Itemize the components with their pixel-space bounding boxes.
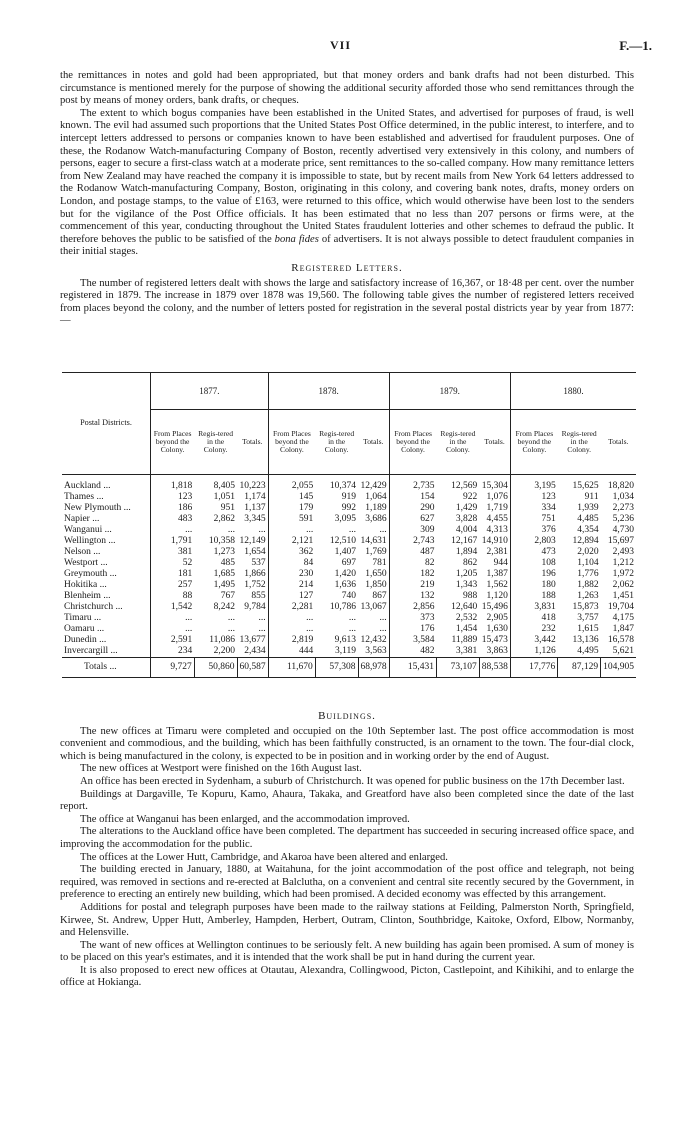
table-cell: 188 — [510, 591, 557, 602]
year-header-1877: 1877. — [151, 373, 269, 410]
table-cell: 1,126 — [510, 646, 557, 658]
table-cell: 1,420 — [334, 569, 357, 579]
totals-row — [62, 658, 636, 678]
totals-cell: 15,431 — [389, 658, 436, 678]
table-cell: 1,776 — [577, 569, 599, 579]
table-cell: 257 — [151, 580, 195, 591]
totals-cell: 50,860 — [194, 658, 237, 678]
table-cell: 290 — [389, 503, 436, 514]
table-cell: 11,086 — [209, 635, 235, 645]
table-cell: 1,847 — [612, 624, 634, 634]
table-cell: ... — [348, 525, 357, 535]
table-cell: 234 — [151, 646, 195, 658]
table-cell: ... — [258, 525, 266, 535]
table-cell: 2,381 — [486, 547, 508, 557]
buildings-paragraph-4: Buildings at Dargaville, Te Kopuru, Kamo, Ahaura, Takaka, and Greatford have also been completed since the date of the last report. — [60, 788, 634, 813]
totals-cell: 73,107 — [437, 658, 480, 678]
table-cell: 12,429 — [360, 481, 387, 491]
table-cell: 12,167 — [451, 536, 478, 546]
table-cell: ... — [379, 525, 387, 535]
table-cell: 1,451 — [612, 591, 634, 601]
table-cell: 537 — [251, 558, 266, 568]
table-cell: 781 — [372, 558, 387, 568]
table-cell: 180 — [510, 580, 557, 591]
table-cell: 951 — [220, 503, 235, 513]
table-cell: 13,067 — [360, 602, 387, 612]
table-cell: 334 — [510, 503, 557, 514]
table-row — [62, 624, 636, 635]
table-cell: 867 — [372, 591, 387, 601]
buildings-heading: Buildings. — [318, 710, 376, 722]
table-cell: 2,743 — [389, 536, 436, 547]
table-cell: 2,200 — [213, 646, 235, 656]
col-totals: Totals. — [479, 410, 510, 475]
table-cell: 1,866 — [244, 569, 266, 579]
buildings-paragraph-6: The alterations to the Auckland office have been completed. The department has succeeded in securing increased office space, and improving the accommodation for the public. — [60, 826, 634, 850]
intro-paragraph-2: The extent to which bogus companies have been established in the United States, and advertised for purposes of fraud, is well known. The evil had assumed such proportions that the United States Post Office determined, in the public interest, to interfere, and to intercept letters addressed to persons or companies known to have been established and advertised for fraudulent purposes. One of these, the Rodanow Watch-manufacturing Company of Boston, recently advertised very extensively in this colony, and numbers of persons, eager to secure a first-class watch at a moderate price, sent remittances to the so-called company. How many remittance letters from New Zealand may have reached the company it is impossible to state, but by recent mails from New York 64 letters addressed to the Rodanow Watch-manufacturing Company, Boston, originating in this colony, and covering bank notes, drafts, money orders on London, and postage stamps, to the value of £163, were returned to this office, which would otherwise have been lost to the senders but for the vigilance of the Post Office officials. It has been estimated that no less than 207 persons or firms were, at the commencement of this year, conducting throughout the United States fraudulent lotteries and other schemes to defraud the public. It therefore behoves the public to be satisfied of the bona fides of advertisers. It is not always possible to detect fraudulent companies in their initial stages. — [60, 107, 634, 258]
table-cell: 84 — [268, 558, 315, 569]
table-row — [62, 646, 636, 658]
table-cell: 4,485 — [577, 514, 599, 524]
table-cell: 1,120 — [486, 591, 508, 601]
district-name: Greymouth ... — [64, 569, 117, 579]
table-cell: 132 — [389, 591, 436, 602]
table-cell: 5,621 — [612, 646, 634, 656]
intro-paragraph-1: the remittances in notes and gold had been appropriated, but that money orders and bank drafts had not been disturbed. This circumstance is mentioned merely for the purpose of showing the additional security afforded those who send remittances through the post by means of money orders, bank drafts, or cheques. — [60, 70, 634, 107]
table-row — [62, 492, 636, 503]
table-cell: 12,510 — [329, 536, 357, 546]
table-cell: 18,820 — [607, 481, 634, 491]
col-totals: Totals. — [237, 410, 268, 475]
table-cell: 1,205 — [455, 569, 478, 579]
table-cell: 444 — [268, 646, 315, 658]
table-cell: 19,704 — [607, 602, 634, 612]
table-cell: 485 — [220, 558, 235, 568]
table-cell: 1,769 — [365, 547, 387, 557]
table-cell: 2,862 — [213, 514, 235, 524]
col-from-beyond: From Places beyond the Colony. — [268, 410, 315, 475]
table-cell: ... — [151, 613, 195, 624]
district-name: New Plymouth ... — [64, 503, 131, 513]
table-cell: 1,818 — [151, 475, 195, 493]
table-cell: 591 — [268, 514, 315, 525]
table-cell: 214 — [268, 580, 315, 591]
table-cell: 8,405 — [213, 481, 235, 491]
table-cell: 418 — [510, 613, 557, 624]
district-name: Napier ... — [64, 514, 100, 524]
table-cell: 376 — [510, 525, 557, 536]
table-cell: 1,850 — [365, 580, 387, 590]
table-cell: 373 — [389, 613, 436, 624]
district-name: Nelson ... — [64, 547, 101, 557]
table-cell: 15,473 — [481, 635, 508, 645]
document-id: F.—1. — [619, 38, 652, 53]
table-cell: 10,374 — [329, 481, 357, 491]
col-totals: Totals. — [358, 410, 389, 475]
table-cell: 1,076 — [486, 492, 508, 502]
year-header-1879: 1879. — [389, 373, 510, 410]
table-cell: 3,831 — [510, 602, 557, 613]
table-cell: 3,828 — [455, 514, 478, 524]
table-cell: 362 — [268, 547, 315, 558]
table-row — [62, 569, 636, 580]
bona-fides-emphasis: bona fides — [274, 233, 319, 245]
table-cell: 8,242 — [213, 602, 235, 612]
totals-label: Totals ... — [62, 658, 151, 678]
page-number: VII — [330, 38, 352, 52]
table-cell: 15,873 — [572, 602, 599, 612]
table-cell: 3,442 — [510, 635, 557, 646]
table-cell: 2,055 — [268, 475, 315, 493]
table-cell: 1,174 — [244, 492, 266, 502]
table-cell: 12,640 — [451, 602, 478, 612]
table-cell: 13,677 — [239, 635, 266, 645]
table-cell: 1,064 — [365, 492, 387, 502]
table-cell: 483 — [151, 514, 195, 525]
table-cell: 108 — [510, 558, 557, 569]
table-row — [62, 558, 636, 569]
table-cell: 52 — [151, 558, 195, 569]
buildings-paragraph-3: An office has been erected in Sydenham, a suburb of Christchurch. It was opened for public business on the 17th December last. — [80, 775, 625, 787]
table-cell: 12,149 — [239, 536, 266, 546]
table-cell: 1,654 — [244, 547, 266, 557]
table-cell: 1,407 — [334, 547, 357, 557]
table-row — [62, 591, 636, 602]
table-cell: 309 — [389, 525, 436, 536]
table-cell: ... — [268, 613, 315, 624]
district-name: Wanganui ... — [64, 525, 112, 535]
year-header-1880: 1880. — [510, 373, 636, 410]
col-registered: Regis-tered in the Colony. — [558, 410, 601, 475]
table-cell: 767 — [220, 591, 235, 601]
table-cell: 15,496 — [481, 602, 508, 612]
table-cell: 12,432 — [360, 635, 387, 645]
table-cell: 3,095 — [334, 514, 357, 524]
registered-letters-paragraph: The number of registered letters dealt with shows the large and satisfactory increase of 16,367, or 18·48 per cent. over the number registered in 1879. The increase in 1879 over 1878 was 19,560. The following table gives the number of registered letters received from places beyond the colony, and the number of letters posted for registration in the several postal districts year by year from 1877:— — [60, 277, 634, 327]
table-cell: 3,345 — [244, 514, 266, 524]
table-cell: 15,304 — [481, 481, 508, 491]
table-cell: 740 — [341, 591, 357, 601]
table-cell: 2,121 — [268, 536, 315, 547]
page-header — [0, 38, 700, 54]
table-cell: 3,563 — [365, 646, 387, 656]
table-cell: 1,615 — [577, 624, 599, 634]
table-cell: 473 — [510, 547, 557, 558]
table-cell: 922 — [463, 492, 478, 502]
table-cell: 1,685 — [213, 569, 235, 579]
table-row — [62, 613, 636, 624]
table-cell: 2,803 — [510, 536, 557, 547]
table-cell: 5,236 — [612, 514, 634, 524]
table-cell: 9,784 — [244, 602, 266, 612]
table-cell: 88 — [151, 591, 195, 602]
district-name: Invercargill ... — [64, 646, 118, 656]
table-row — [62, 503, 636, 514]
table-cell: 127 — [268, 591, 315, 602]
buildings-paragraph-9: Additions for postal and telegraph purposes have been made to the railway stations at Feilding, Palmerston North, Springfield, Kirwee, St. Andrew, Upper Hutt, Amberley, Hampden, Herbert, Outram, Clinton, Southbridge, Kaitoke, Oxford, Elbow, Normanby, and Helensville. — [60, 901, 634, 939]
totals-cell: 9,727 — [151, 658, 195, 678]
table-cell: 3,119 — [334, 646, 357, 656]
totals-cell: 60,587 — [237, 658, 268, 678]
col-from-beyond: From Places beyond the Colony. — [389, 410, 436, 475]
col-registered: Regis-tered in the Colony. — [315, 410, 358, 475]
table-cell: 1,189 — [365, 503, 387, 513]
table-cell: 1,387 — [486, 569, 508, 579]
table-cell: 1,636 — [334, 580, 357, 590]
intro-text — [60, 70, 634, 328]
table-row — [62, 547, 636, 558]
table-cell: 2,020 — [577, 547, 599, 557]
totals-cell: 87,129 — [558, 658, 601, 678]
buildings-paragraph-7: The offices at the Lower Hutt, Cambridge, and Akaroa have been altered and enlarged. — [80, 851, 448, 863]
table-cell: ... — [227, 624, 235, 634]
table-cell: 145 — [268, 492, 315, 503]
totals-cell: 57,308 — [315, 658, 358, 678]
buildings-paragraph-2: The new offices at Westport were finished on the 16th August last. — [80, 763, 362, 775]
table-cell: 697 — [341, 558, 357, 568]
table-cell: 1,343 — [455, 580, 478, 590]
table-cell: ... — [227, 525, 235, 535]
table-row — [62, 475, 636, 493]
table-cell: 179 — [268, 503, 315, 514]
table-cell: 1,972 — [612, 569, 634, 579]
table-cell: 3,757 — [577, 613, 599, 623]
table-cell: 1,562 — [486, 580, 508, 590]
table-cell: 3,686 — [365, 514, 387, 524]
buildings-paragraph-8: The building erected in January, 1880, at Waitahuna, for the joint accommodation of the post office and telegraph, not being required, was removed in sections and re-erected at Balclutha, on a convenient and central site recently secured by the Government, in preference to erecting an entirely new building, which had been promised. A decided economy was effected by this arrangement. — [60, 864, 634, 901]
table-cell: 1,791 — [151, 536, 195, 547]
table-cell: 9,613 — [334, 635, 357, 645]
table-cell: 1,454 — [455, 624, 478, 634]
table-cell: 4,313 — [486, 525, 508, 535]
table-cell: 3,381 — [455, 646, 478, 656]
table-cell: 1,894 — [455, 547, 478, 557]
table-cell: ... — [268, 525, 315, 536]
table-cell: 14,910 — [481, 536, 508, 546]
table-cell: ... — [151, 624, 195, 635]
col-from-beyond: From Places beyond the Colony. — [151, 410, 195, 475]
table-cell: 12,569 — [451, 481, 478, 491]
buildings-paragraph-5: The office at Wanganui has been enlarged, and the accommodation improved. — [80, 813, 410, 825]
district-name: Oamaru ... — [64, 624, 105, 634]
col-totals: Totals. — [601, 410, 636, 475]
table-cell: ... — [379, 624, 387, 634]
table-cell: 12,894 — [572, 536, 599, 546]
table-cell: 1,051 — [213, 492, 235, 502]
district-name: Blenheim ... — [64, 591, 111, 601]
table-cell: 1,137 — [244, 503, 266, 513]
table-cell: 196 — [510, 569, 557, 580]
table-cell: 16,578 — [607, 635, 634, 645]
table-cell: 10,358 — [208, 536, 235, 546]
totals-cell: 68,978 — [358, 658, 389, 678]
buildings-paragraph-10: The want of new offices at Wellington continues to be seriously felt. A new building has again been promised. A sum of money is to be placed on this year's estimates, and it is intended that the work shall be put in hand during the current year. — [60, 939, 634, 964]
table-cell: 15,697 — [607, 536, 634, 546]
district-name: Timaru ... — [64, 613, 102, 623]
table-cell: 3,863 — [486, 646, 508, 656]
table-cell: 855 — [251, 591, 266, 601]
registered-letters-table — [62, 372, 636, 678]
table-cell: 2,493 — [612, 547, 634, 557]
table-cell: 1,034 — [612, 492, 634, 502]
col-from-beyond: From Places beyond the Colony. — [510, 410, 557, 475]
table-cell: 992 — [341, 503, 357, 513]
district-column-header: Postal Districts. — [62, 373, 151, 475]
table-cell: 2,062 — [612, 580, 634, 590]
district-name: Christchurch ... — [64, 602, 123, 612]
table-cell: 4,004 — [455, 525, 478, 535]
buildings-paragraph-1: The new offices at Timaru were completed and occupied on the 10th September last. The post office accommodation is most convenient and commodious, and the building, which has been faithfully constructed, is an ornament to the town. The four-dial clock, which is being manufactured in the colony, is expected to be in position and in working order by the end of August. — [60, 725, 634, 762]
table-cell: 176 — [389, 624, 436, 635]
table-cell: 154 — [389, 492, 436, 503]
table-row — [62, 525, 636, 536]
table-row — [62, 635, 636, 646]
table-cell: 2,735 — [389, 475, 436, 493]
col-registered: Regis-tered in the Colony. — [437, 410, 480, 475]
table-cell: 3,584 — [389, 635, 436, 646]
district-name: Dunedin ... — [64, 635, 107, 645]
table-cell: 2,856 — [389, 602, 436, 613]
table-cell: 381 — [151, 547, 195, 558]
table-cell: 1,273 — [213, 547, 235, 557]
table-cell: ... — [258, 624, 266, 634]
table-cell: 2,905 — [486, 613, 508, 623]
table-cell: 10,223 — [239, 481, 266, 491]
table-cell: 219 — [389, 580, 436, 591]
table-cell: ... — [151, 525, 195, 536]
table-cell: 751 — [510, 514, 557, 525]
table-cell: 1,104 — [577, 558, 599, 568]
table-cell: 2,281 — [268, 602, 315, 613]
table-cell: 911 — [584, 492, 599, 502]
table-cell: 2,591 — [151, 635, 195, 646]
buildings-section — [60, 707, 634, 990]
totals-cell: 104,905 — [601, 658, 636, 678]
totals-cell: 17,776 — [510, 658, 557, 678]
table-cell: 232 — [510, 624, 557, 635]
table-cell: 4,495 — [577, 646, 599, 656]
table-cell: 230 — [268, 569, 315, 580]
registered-letters-heading: Registered Letters. — [291, 261, 403, 274]
table-cell: 4,455 — [486, 514, 508, 524]
table-cell: 1,882 — [577, 580, 599, 590]
table-cell: 3,195 — [510, 475, 557, 493]
table-cell: 123 — [151, 492, 195, 503]
table-cell: 1,542 — [151, 602, 195, 613]
table-cell: 627 — [389, 514, 436, 525]
table-cell: 10,786 — [329, 602, 357, 612]
table-cell: ... — [348, 613, 357, 623]
buildings-paragraph-11: It is also proposed to erect new offices at Otautau, Alexandra, Collingwood, Picton, Castlepoint, and Kihikihi, and to enlarge the office at Hokianga. — [60, 964, 634, 989]
table-cell: 186 — [151, 503, 195, 514]
table-cell: 4,730 — [612, 525, 634, 535]
table-row — [62, 536, 636, 547]
table-row — [62, 580, 636, 591]
table-cell: 988 — [463, 591, 478, 601]
table-cell: 1,495 — [213, 580, 235, 590]
totals-cell: 88,538 — [479, 658, 510, 678]
table-cell: 11,889 — [451, 635, 478, 645]
totals-cell: 11,670 — [268, 658, 315, 678]
table-cell: ... — [268, 624, 315, 635]
table-cell: 1,719 — [486, 503, 508, 513]
table-cell: ... — [348, 624, 357, 634]
table-cell: 487 — [389, 547, 436, 558]
table-cell: 1,429 — [455, 503, 478, 513]
table-row — [62, 514, 636, 525]
table-cell: 2,434 — [244, 646, 266, 656]
table-cell: 2,532 — [455, 613, 478, 623]
table-row — [62, 602, 636, 613]
district-name: Westport ... — [64, 558, 108, 568]
table-cell: 4,354 — [577, 525, 599, 535]
district-name: Thames ... — [64, 492, 104, 502]
district-name: Auckland ... — [64, 481, 111, 491]
table-year-header-row — [62, 373, 636, 410]
table-cell: 1,939 — [577, 503, 599, 513]
table-cell: ... — [258, 613, 266, 623]
table-cell: 944 — [493, 558, 508, 568]
district-name: Wellington ... — [64, 536, 116, 546]
table-cell: 919 — [341, 492, 357, 502]
table-cell: 1,650 — [365, 569, 387, 579]
table-cell: 482 — [389, 646, 436, 658]
table-cell: 13,136 — [572, 635, 599, 645]
table-cell: 15,625 — [572, 481, 599, 491]
table-cell: 1,630 — [486, 624, 508, 634]
table-cell: 82 — [389, 558, 436, 569]
table-cell: 14,631 — [360, 536, 387, 546]
table-cell: 4,175 — [612, 613, 634, 623]
table-body — [62, 475, 636, 678]
col-registered: Regis-tered in the Colony. — [194, 410, 237, 475]
table-cell: ... — [227, 613, 235, 623]
table-cell: 2,819 — [268, 635, 315, 646]
table-cell: 1,212 — [612, 558, 634, 568]
year-header-1878: 1878. — [268, 373, 389, 410]
table-cell: 123 — [510, 492, 557, 503]
table-cell: 1,263 — [577, 591, 599, 601]
table-cell: 182 — [389, 569, 436, 580]
table-cell: 2,273 — [612, 503, 634, 513]
table-cell: 862 — [463, 558, 478, 568]
table-cell: 181 — [151, 569, 195, 580]
district-name: Hokitika ... — [64, 580, 107, 590]
table-cell: 1,752 — [244, 580, 266, 590]
table-cell: ... — [379, 613, 387, 623]
